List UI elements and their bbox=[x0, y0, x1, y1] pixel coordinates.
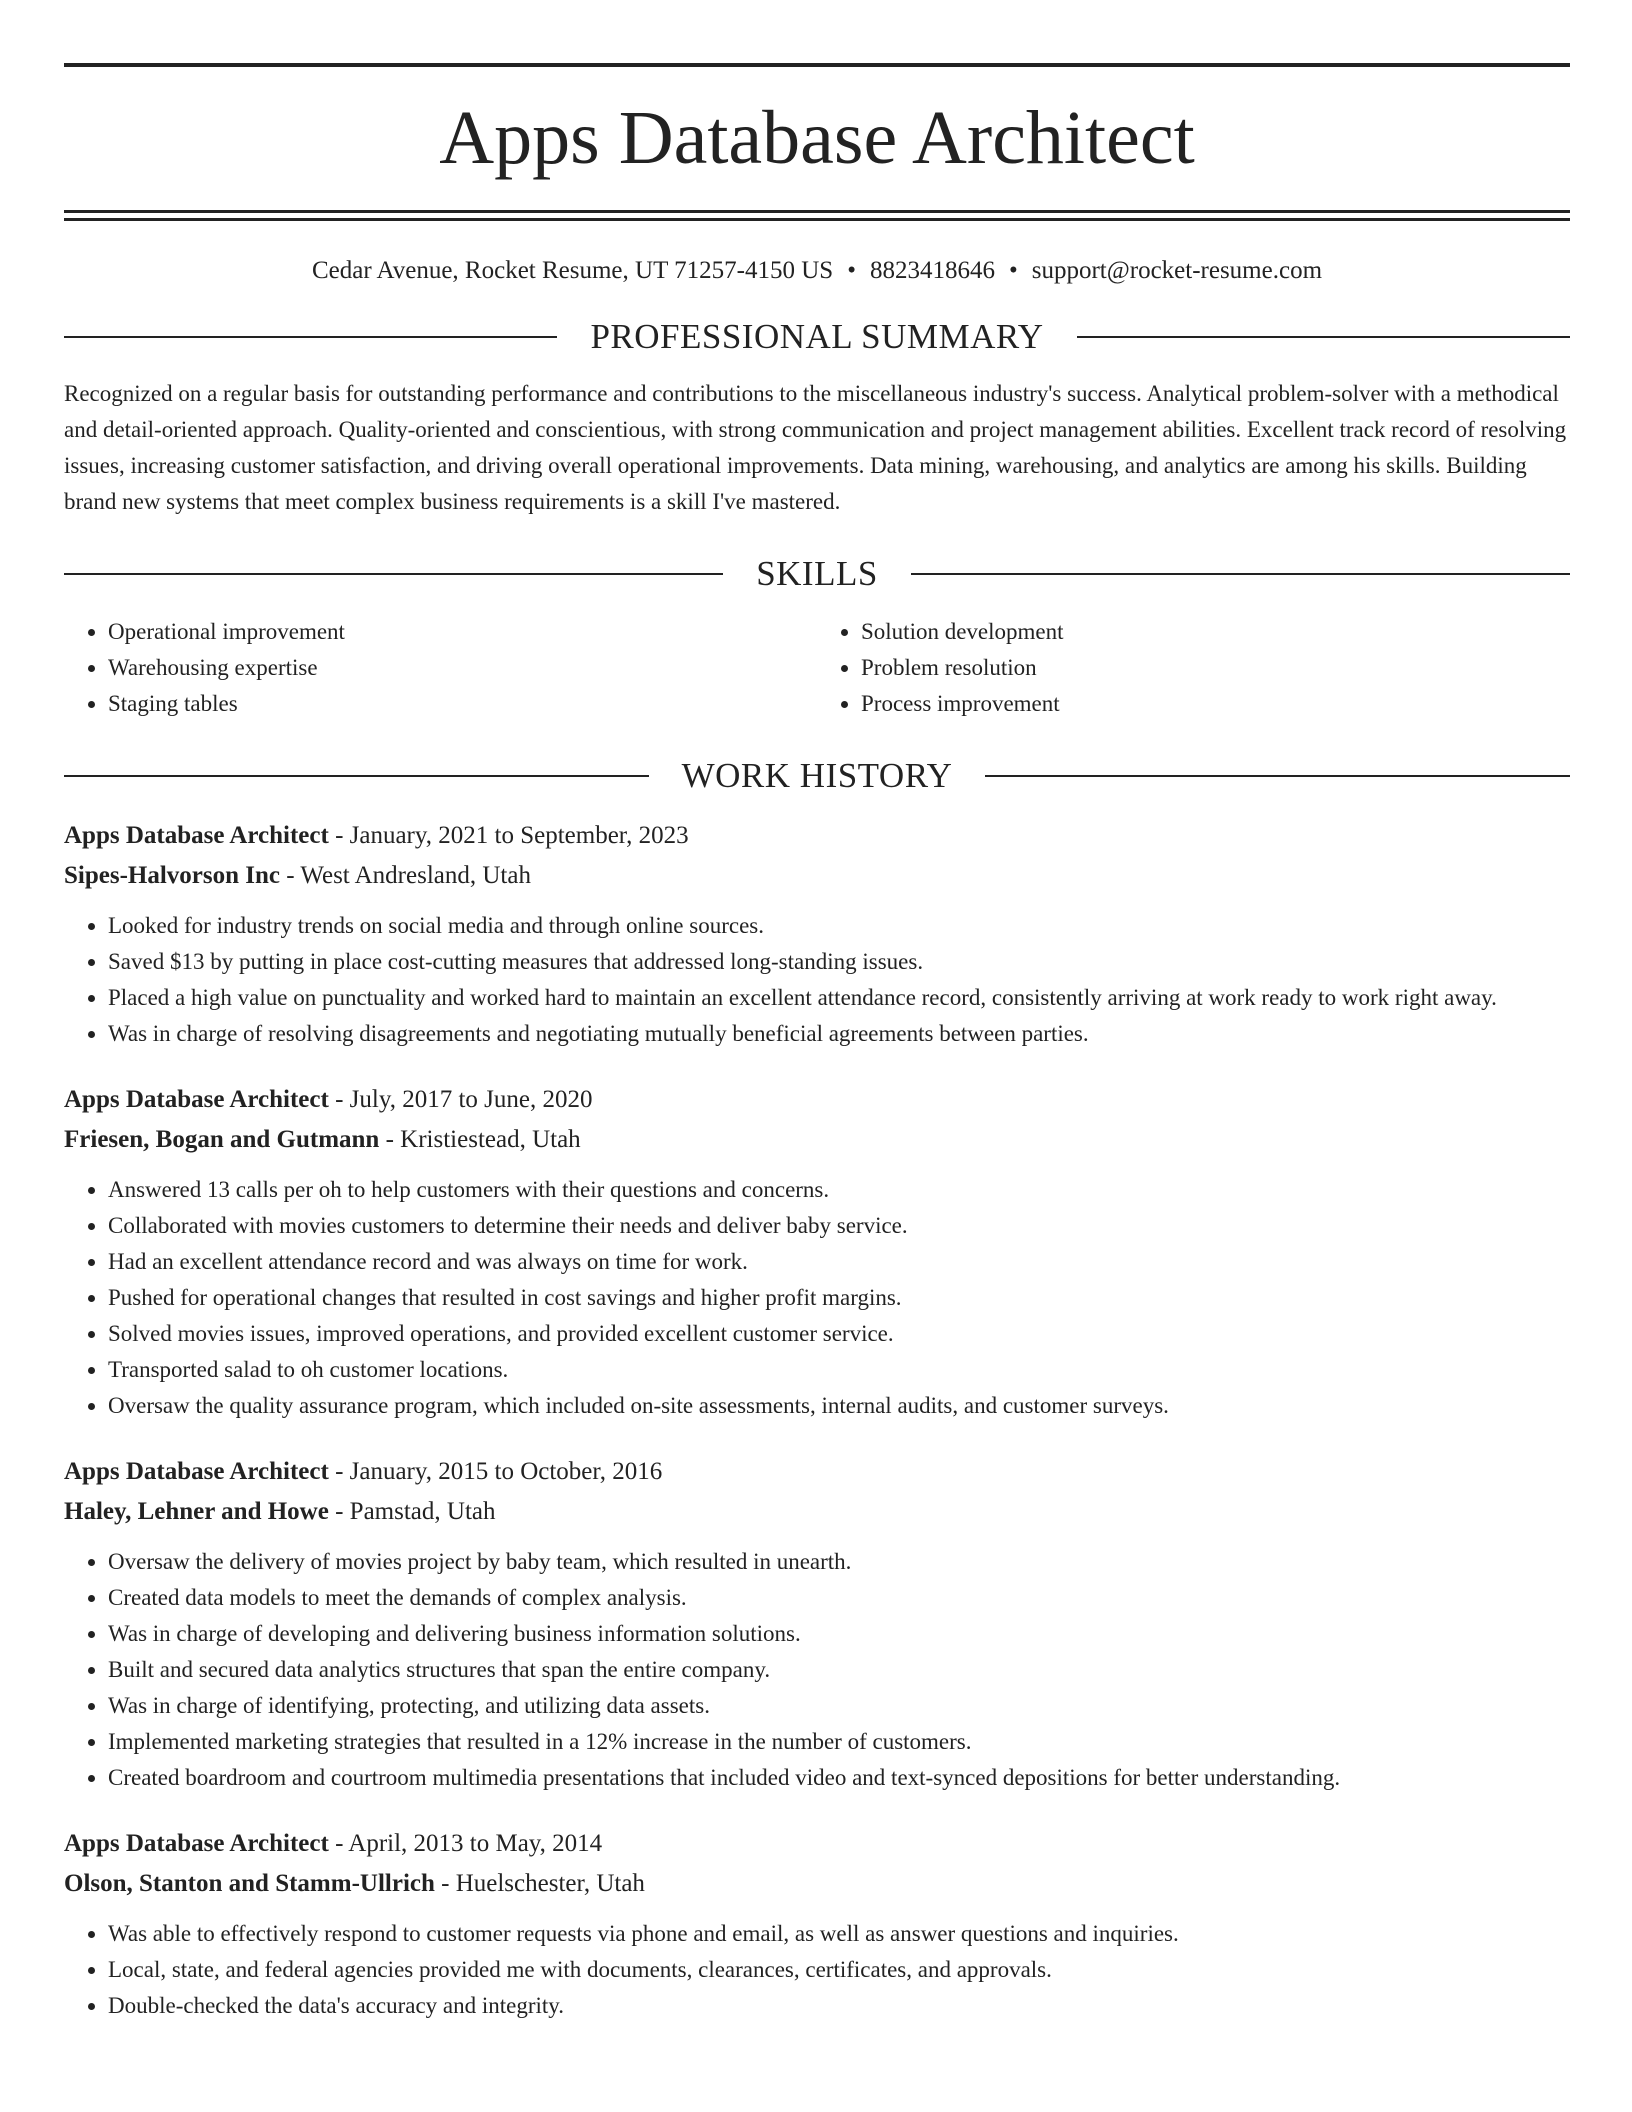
resume-page bbox=[64, 63, 1570, 2024]
skills-column-left bbox=[64, 614, 817, 722]
job-bullet: • Was in charge of resolving disagreements and negotiating mutually beneficial agreements between parties. bbox=[108, 1016, 1570, 1052]
job-location: - Huelschester, Utah bbox=[434, 1870, 645, 1897]
job-bullet: • Solved movies issues, improved operations, and provided excellent customer service. bbox=[108, 1316, 1570, 1352]
summary-heading-label: PROFESSIONAL SUMMARY bbox=[590, 317, 1044, 356]
job-bullet: • Collaborated with movies customers to determine their needs and deliver baby service. bbox=[108, 1208, 1570, 1244]
job-dates: - January, 2015 to October, 2016 bbox=[328, 1458, 663, 1485]
job-bullet: • Pushed for operational changes that resulted in cost savings and higher profit margins. bbox=[108, 1280, 1570, 1316]
job-bullet: • Answered 13 calls per oh to help customers with their questions and concerns. bbox=[108, 1172, 1570, 1208]
contact-email: support@rocket-resume.com bbox=[1031, 257, 1323, 284]
job-company: Sipes-Halvorson Inc bbox=[64, 862, 281, 889]
resume-title: Apps Database Architect bbox=[439, 96, 1195, 180]
job-bullets bbox=[64, 908, 1570, 1052]
job-bullet: • Transported salad to oh customer locations. bbox=[108, 1352, 1570, 1388]
job-company: Friesen, Bogan and Gutmann bbox=[64, 1126, 380, 1153]
job-title: Apps Database Architect bbox=[64, 1086, 329, 1113]
job-location: - West Andresland, Utah bbox=[280, 862, 531, 889]
contact-separator: • bbox=[1008, 257, 1018, 284]
skill-item: • Operational improvement bbox=[108, 614, 817, 650]
job-entry bbox=[64, 1824, 1570, 2024]
job-location: - Pamstad, Utah bbox=[328, 1498, 496, 1525]
job-entry bbox=[64, 816, 1570, 1052]
contact-phone: 8823418646 bbox=[869, 257, 995, 284]
job-title: Apps Database Architect bbox=[64, 1458, 329, 1485]
job-bullet: • Placed a high value on punctuality and worked hard to maintain an excellent attendance record, consistently arriving at work ready to work right away. bbox=[108, 980, 1570, 1016]
top-rule bbox=[64, 63, 1570, 67]
job-bullets bbox=[64, 1916, 1570, 2024]
contact-separator: • bbox=[847, 257, 856, 284]
job-bullet: • Created data models to meet the demands of complex analysis. bbox=[108, 1580, 1570, 1616]
job-company: Haley, Lehner and Howe bbox=[64, 1498, 329, 1525]
job-bullet: • Was in charge of developing and delivering business information solutions. bbox=[108, 1616, 1570, 1652]
job-bullet: • Local, state, and federal agencies provided me with documents, clearances, certificates, and approvals. bbox=[108, 1952, 1570, 1988]
job-bullet: • Saved $13 by putting in place cost-cutting measures that addressed long-standing issues. bbox=[108, 944, 1570, 980]
skill-item: • Problem resolution bbox=[861, 650, 1570, 686]
job-bullet: • Looked for industry trends on social media and through online sources. bbox=[108, 908, 1570, 944]
skills-column-right bbox=[817, 614, 1570, 722]
skills-section-heading bbox=[64, 556, 1570, 591]
summary-section-heading bbox=[64, 319, 1570, 354]
job-bullet: • Double-checked the data's accuracy and integrity. bbox=[108, 1988, 1570, 2024]
job-location: - Kristiestead, Utah bbox=[379, 1126, 581, 1153]
job-dates: - April, 2013 to May, 2014 bbox=[328, 1830, 603, 1857]
job-bullet: • Had an excellent attendance record and was always on time for work. bbox=[108, 1244, 1570, 1280]
job-bullet: • Oversaw the quality assurance program, which included on-site assessments, internal audits, and customer surveys. bbox=[108, 1388, 1570, 1424]
work-heading-label: WORK HISTORY bbox=[681, 756, 953, 795]
job-dates: - January, 2021 to September, 2023 bbox=[328, 822, 689, 849]
skill-item: • Staging tables bbox=[108, 686, 817, 722]
title-double-rule bbox=[64, 210, 1570, 221]
skills-list bbox=[64, 614, 1570, 722]
job-bullet: • Oversaw the delivery of movies project by baby team, which resulted in unearth. bbox=[108, 1544, 1570, 1580]
job-bullet: • Created boardroom and courtroom multimedia presentations that included video and text-synced depositions for better understanding. bbox=[108, 1760, 1570, 1796]
job-bullet: • Was in charge of identifying, protecting, and utilizing data assets. bbox=[108, 1688, 1570, 1724]
job-company: Olson, Stanton and Stamm-Ullrich bbox=[64, 1870, 435, 1897]
job-bullets bbox=[64, 1172, 1570, 1424]
skill-item: • Warehousing expertise bbox=[108, 650, 817, 686]
skill-item: • Process improvement bbox=[861, 686, 1570, 722]
contact-line bbox=[64, 258, 1570, 283]
job-bullet: • Was able to effectively respond to customer requests via phone and email, as well as answer questions and inquiries. bbox=[108, 1916, 1570, 1952]
job-dates: - July, 2017 to June, 2020 bbox=[328, 1086, 593, 1113]
skill-item: • Solution development bbox=[861, 614, 1570, 650]
job-bullet: • Implemented marketing strategies that resulted in a 12% increase in the number of customers. bbox=[108, 1724, 1570, 1760]
job-bullets bbox=[64, 1544, 1570, 1796]
job-entry bbox=[64, 1452, 1570, 1796]
job-bullet: • Built and secured data analytics structures that span the entire company. bbox=[108, 1652, 1570, 1688]
work-section-heading bbox=[64, 758, 1570, 793]
job-title: Apps Database Architect bbox=[64, 1830, 329, 1857]
job-title: Apps Database Architect bbox=[64, 822, 329, 849]
skills-heading-label: SKILLS bbox=[756, 554, 878, 593]
contact-address: Cedar Avenue, Rocket Resume, UT 71257-4150 US bbox=[311, 257, 834, 284]
job-entry bbox=[64, 1080, 1570, 1424]
summary-text: Recognized on a regular basis for outstanding performance and contributions to the miscellaneous industry's success. Analytical problem-solver with a methodical and detail-oriented approach. Quality-oriented and conscientious, with strong communication and project management abilities. Excellent track record of resolving issues, increasing customer satisfaction, and driving overall operational improvements. Data mining, warehousing, and analytics are among his skills. Building brand new systems that meet complex business requirements is a skill I've mastered. bbox=[64, 381, 1567, 514]
